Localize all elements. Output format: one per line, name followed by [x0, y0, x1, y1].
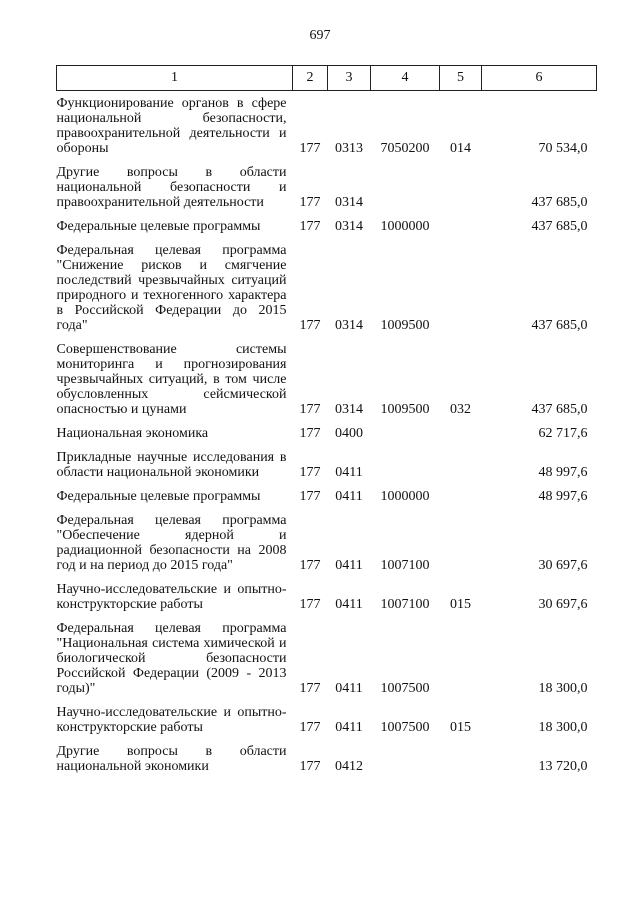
section-code: 0411	[335, 720, 363, 735]
table-row	[57, 342, 597, 426]
section-code: 0314	[335, 402, 363, 417]
header-row	[57, 66, 597, 91]
amount: 48 997,6	[538, 465, 588, 480]
section-code: 0412	[335, 759, 363, 774]
item-name: Федеральная целевая программа "Обеспечение ядерной и радиационной безопасности на 2008 год и на период до 2015 года"	[56, 513, 287, 573]
section-code: 0314	[335, 195, 363, 210]
item-name: Функционирование органов в сфере национальной безопасности, правоохранительной деятельности и обороны	[56, 96, 287, 156]
table-row	[57, 450, 597, 489]
item-name: Федеральная целевая программа "Снижение рисков и смягчение последствий чрезвычайных ситуаций природного и техногенного характера в Российской Федерации до 2015 года"	[56, 243, 287, 333]
header-col-1: 1	[57, 66, 293, 91]
ministry-code: 177	[299, 489, 321, 504]
target-article-code: 1007500	[380, 720, 430, 735]
table-row	[57, 513, 597, 582]
amount: 18 300,0	[538, 681, 588, 696]
ministry-code: 177	[299, 195, 321, 210]
target-article-code	[371, 426, 440, 450]
header-col-3: 3	[328, 66, 371, 91]
header-col-4: 4	[371, 66, 440, 91]
target-article-code: 1007100	[380, 558, 430, 573]
table-row	[57, 243, 597, 342]
section-code: 0411	[335, 681, 363, 696]
item-name: Научно-исследовательские и опытно-конструкторские работы	[56, 705, 287, 735]
section-code: 0314	[335, 219, 363, 234]
expense-type-code: 014	[450, 141, 471, 156]
amount: 437 685,0	[531, 318, 588, 333]
target-article-code: 1007100	[380, 597, 430, 612]
amount: 13 720,0	[538, 759, 588, 774]
expense-type-code	[440, 621, 482, 705]
ministry-code: 177	[299, 558, 321, 573]
expense-type-code	[440, 450, 482, 489]
expense-type-code: 015	[450, 597, 471, 612]
amount: 30 697,6	[538, 558, 588, 573]
target-article-code	[371, 165, 440, 219]
target-article-code: 1000000	[380, 219, 430, 234]
table-row	[57, 426, 597, 450]
header-col-6: 6	[482, 66, 597, 91]
ministry-code: 177	[299, 681, 321, 696]
expense-type-code	[440, 513, 482, 582]
expense-type-code	[440, 426, 482, 450]
table-header	[57, 66, 597, 91]
expense-type-code	[440, 744, 482, 783]
amount: 437 685,0	[531, 402, 588, 417]
section-code: 0313	[335, 141, 363, 156]
ministry-code: 177	[299, 426, 321, 441]
table-row	[57, 744, 597, 783]
amount: 30 697,6	[538, 597, 588, 612]
amount: 48 997,6	[538, 489, 588, 504]
table-row	[57, 582, 597, 621]
section-code: 0411	[335, 558, 363, 573]
ministry-code: 177	[299, 759, 321, 774]
section-code: 0411	[335, 489, 363, 504]
section-code: 0411	[335, 597, 363, 612]
section-code: 0411	[335, 465, 363, 480]
ministry-code: 177	[299, 720, 321, 735]
ministry-code: 177	[299, 597, 321, 612]
table-row	[57, 91, 597, 166]
target-article-code: 1009500	[380, 318, 430, 333]
item-name: Федеральная целевая программа "Национальная система химической и биологической безопасности Российской Федерации (2009 - 2013 годы)"	[56, 621, 287, 696]
amount: 18 300,0	[538, 720, 588, 735]
table-body	[57, 91, 597, 784]
section-code: 0314	[335, 318, 363, 333]
item-name: Прикладные научные исследования в области национальной экономики	[56, 450, 287, 480]
ministry-code: 177	[299, 465, 321, 480]
expense-type-code: 015	[450, 720, 471, 735]
target-article-code	[371, 744, 440, 783]
target-article-code	[371, 450, 440, 489]
item-name: Федеральные целевые программы	[56, 219, 261, 234]
amount: 70 534,0	[538, 141, 588, 156]
table-row	[57, 219, 597, 243]
item-name: Другие вопросы в области национальной безопасности и правоохранительной деятельности	[56, 165, 287, 210]
item-name: Совершенствование системы мониторинга и прогнозирования чрезвычайных ситуаций, в том числе обусловленных сейсмической опасностью и цунами	[56, 342, 287, 417]
table-row	[57, 621, 597, 705]
expense-type-code	[440, 165, 482, 219]
page-number: 697	[309, 28, 331, 43]
header-col-5: 5	[440, 66, 482, 91]
item-name: Федеральные целевые программы	[56, 489, 261, 504]
expense-type-code	[440, 489, 482, 513]
target-article-code: 1009500	[380, 402, 430, 417]
expense-type-code	[440, 219, 482, 243]
item-name: Научно-исследовательские и опытно-конструкторские работы	[56, 582, 287, 612]
target-article-code: 1000000	[380, 489, 430, 504]
header-col-2: 2	[293, 66, 328, 91]
amount: 437 685,0	[531, 195, 588, 210]
amount: 437 685,0	[531, 219, 588, 234]
expense-type-code	[440, 243, 482, 342]
ministry-code: 177	[299, 219, 321, 234]
expense-type-code: 032	[450, 402, 471, 417]
ministry-code: 177	[299, 141, 321, 156]
section-code: 0400	[335, 426, 363, 441]
item-name: Национальная экономика	[56, 426, 209, 441]
ministry-code: 177	[299, 402, 321, 417]
table-row	[57, 165, 597, 219]
table-row	[57, 705, 597, 744]
target-article-code: 1007500	[380, 681, 430, 696]
target-article-code: 7050200	[380, 141, 430, 156]
ministry-code: 177	[299, 318, 321, 333]
table-row	[57, 489, 597, 513]
budget-table	[56, 65, 597, 783]
item-name: Другие вопросы в области национальной экономики	[56, 744, 287, 774]
amount: 62 717,6	[538, 426, 588, 441]
